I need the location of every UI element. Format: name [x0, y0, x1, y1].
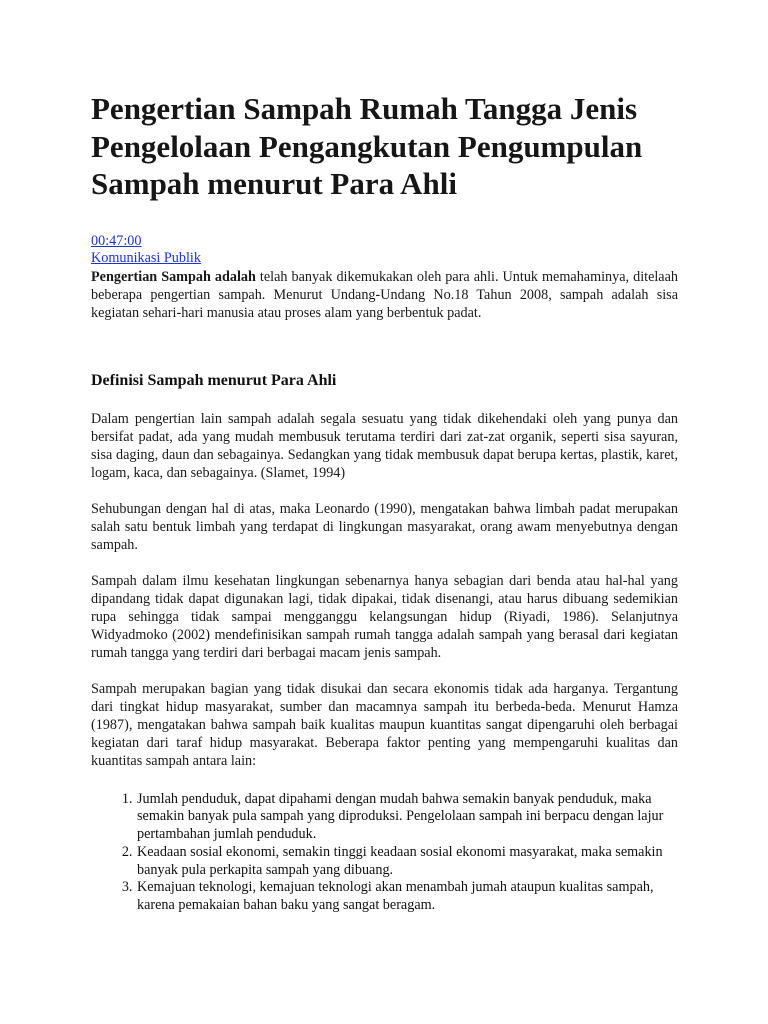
intro-paragraph [91, 268, 678, 322]
list-item: 2. Keadaan sosial ekonomi, semakin tinggi keadaan sosial ekonomi masyarakat, maka semakin banyak pula perkapita sampah yang dibuang. [136, 844, 678, 880]
body-paragraph: Dalam pengertian lain sampah adalah segala sesuatu yang tidak dikehendaki oleh yang punya dan bersifat padat, ada yang mudah membusuk terutama terdiri dari zat-zat organik, seperti sisa sayuran, sisa daging, daun dan sebagainya. Sedangkan yang tidak membusuk dapat berupa kertas, plastik, karet, logam, kaca, dan sebagainya. (Slamet, 1994) [91, 410, 678, 481]
body-paragraph: Sehubungan dengan hal di atas, maka Leonardo (1990), mengatakan bahwa limbah padat merupakan salah satu bentuk limbah yang terdapat di lingkungan masyarakat, orang awam menyebutnya dengan sampah. [91, 500, 678, 553]
article-body [91, 90, 678, 915]
factor-list [91, 791, 678, 916]
list-item: 3. Kemajuan teknologi, kemajuan teknologi akan menambah jumah ataupun kualitas sampah, karena pemakaian bahan baku yang sangat beragam. [136, 879, 678, 915]
intro-bold-term: Pengertian Sampah adalah [91, 268, 256, 285]
body-paragraph: Sampah dalam ilmu kesehatan lingkungan sebenarnya hanya sebagian dari benda atau hal-hal yang dipandang tidak dapat digunakan lagi, tidak dipakai, tidak disenangi, atau harus dibuang sedemikian rupa sehingga tidak sampai mengganggu kelangsungan hidup (Riyadi, 1986). Selanjutnya Widyadmoko (2002) mendefinisikan sampah rumah tangga adalah sampah yang berasal dari kegiatan rumah tangga yang terdiri dari berbagai macam jenis sampah. [91, 572, 678, 661]
time-link[interactable]: 00:47:00 [91, 232, 142, 249]
article-meta [91, 233, 678, 268]
category-link[interactable]: Komunikasi Publik [91, 250, 201, 266]
article-title: Pengertian Sampah Rumah Tangga Jenis Pengelolaan Pengangkutan Pengumpulan Sampah menurut Para Ahli [91, 91, 643, 201]
section-heading: Definisi Sampah menurut Para Ahli [91, 371, 337, 389]
intro-text: telah banyak dikemukakan oleh para ahli. Untuk memahaminya, ditelaah beberapa pengertian sampah. Menurut Undang-Undang No.18 Tahun 2008, sampah adalah sisa kegiatan sehari-hari manusia atau proses alam yang berbentuk padat. [91, 268, 678, 321]
list-item: 1. Jumlah penduduk, dapat dipahami dengan mudah bahwa semakin banyak penduduk, maka semakin banyak pula sampah yang diproduksi. Pengelolaan sampah ini berpacu dengan lajur pertambahan jumlah penduduk. [136, 791, 678, 844]
body-paragraph: Sampah merupakan bagian yang tidak disukai dan secara ekonomis tidak ada harganya. Tergantung dari tingkat hidup masyarakat, sumber dan macamnya sampah itu berbeda-beda. Menurut Hamza (1987), mengatakan bahwa sampah baik kualitas maupun kuantitas sangat dipengaruhi oleh berbagai kegiatan dari taraf hidup masyarakat. Beberapa faktor penting yang mempengaruhi kualitas dan kuantitas sampah antara lain: [91, 680, 678, 769]
